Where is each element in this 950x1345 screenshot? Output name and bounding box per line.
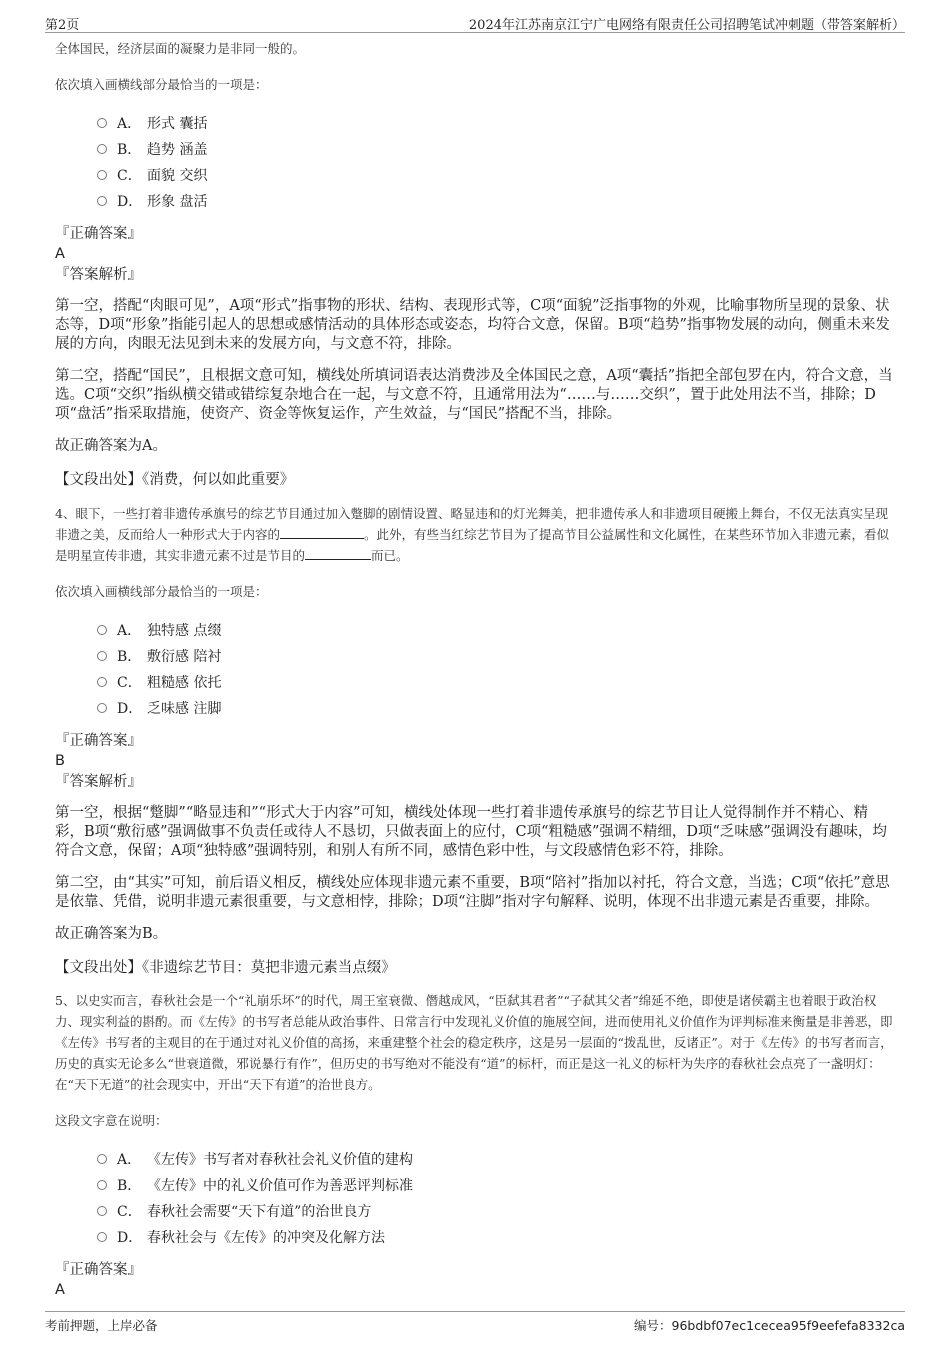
q3-options	[55, 111, 895, 215]
q4-answer: B	[55, 753, 65, 769]
radio-icon[interactable]	[97, 1180, 107, 1190]
q4-source: 【文段出处】《非遗综艺节目：莫把非遗元素当点缀》	[55, 960, 396, 976]
page-footer	[45, 1311, 905, 1342]
radio-icon[interactable]	[97, 1154, 107, 1164]
radio-icon[interactable]	[97, 625, 107, 635]
document-id: 编号：96bdbf07ec1cecea95f9eefefa8332ca	[634, 1318, 905, 1333]
q4-analysis-3: 故正确答案为B。	[55, 926, 168, 942]
q5-answer-label: 『正确答案』	[55, 1262, 142, 1278]
page-header	[45, 10, 905, 33]
q3-analysis-3: 故正确答案为A。	[55, 438, 167, 454]
q3-option-a[interactable]: A． 形式 囊括	[97, 111, 895, 137]
q4-analysis-1: 第一空，根据“蹩脚”“略显违和”“形式大于内容”可知，横线处体现一些打着非遗传承旗号的综艺节目让人觉得制作并不精心、精彩，B项“敷衍感”强调做事不负责任或待人不恳切，只做表面上的应付，C项“粗糙感”强调不精细，D项“乏味感”强调没有趣味，均符合文意，保留；A项“独特感”强调特别，和别人有所不同，感情色彩中性，与文段感情色彩不符，排除。	[55, 805, 887, 859]
footer-slogan: 考前押题，上岸必备	[45, 1318, 158, 1333]
q3-option-d[interactable]: D． 形象 盘活	[97, 189, 895, 215]
q3-option-b[interactable]: B． 趋势 涵盖	[97, 137, 895, 163]
q3-analysis-1: 第一空，搭配“肉眼可见”，A项“形式”指事物的形状、结构、表现形式等，C项“面貌”泛指事物的外观，比喻事物所呈现的景象、状态等，D项“形象”指能引起人的思想或感情活动的具体形态或姿态，均符合文意，保留。B项“趋势”指事物发展的动向，侧重未来发展的方向，肉眼无法见到未来的发展方向，与文意不符，排除。	[55, 298, 890, 352]
q3-stem-tail: 全体国民，经济层面的凝聚力是非同一般的。	[55, 41, 306, 56]
q3-answer: A	[55, 246, 65, 262]
radio-icon[interactable]	[97, 1206, 107, 1216]
q3-prompt: 依次填入画横线部分最恰当的一项是：	[55, 77, 268, 92]
q4-option-c[interactable]: C． 粗糙感 依托	[97, 670, 895, 696]
q4-option-a[interactable]: A． 独特感 点缀	[97, 618, 895, 644]
q4-answer-label: 『正确答案』	[55, 733, 142, 749]
q3-analysis-label: 『答案解析』	[55, 267, 142, 283]
radio-icon[interactable]	[97, 144, 107, 154]
document-title: 2024年江苏南京江宁广电网络有限责任公司招聘笔试冲刺题（带答案解析）	[468, 18, 905, 33]
q4-prompt: 依次填入画横线部分最恰当的一项是：	[55, 584, 268, 599]
q4-options	[55, 618, 895, 722]
q3-answer-label: 『正确答案』	[55, 226, 142, 242]
radio-icon[interactable]	[97, 703, 107, 713]
q4-blank-2	[305, 547, 371, 560]
q4-analysis-2: 第二空，由“其实”可知，前后语义相反，横线处应体现非遗元素不重要，B项“陪衬”指加以衬托，符合文意，当选；C项“依托”意思是依靠、凭借，说明非遗元素很重要，与文意相悖，排除；D项“注脚”指对字句解释、说明，体现不出非遗元素是否重要，排除。	[55, 875, 890, 910]
radio-icon[interactable]	[97, 1232, 107, 1242]
page-number: 第2页	[45, 18, 80, 33]
q4-option-d[interactable]: D． 乏味感 注脚	[97, 696, 895, 722]
q3-source: 【文段出处】《消费，何以如此重要》	[55, 472, 295, 488]
q4-option-b[interactable]: B． 敷衍感 陪衬	[97, 644, 895, 670]
radio-icon[interactable]	[97, 170, 107, 180]
q5-answer: A	[55, 1282, 65, 1298]
q3-option-c[interactable]: C． 面貌 交织	[97, 163, 895, 189]
q4-blank-1	[280, 526, 364, 539]
q5-options	[55, 1147, 895, 1251]
q5-stem: 5、以史实而言，春秋社会是一个“礼崩乐坏”的时代，周王室衰微、僭越成风，“臣弑其君者”“子弑其父者”绵延不绝，即使是诸侯霸主也着眼于政治权力、现实利益的斟酌。而《左传》的书写者总能从政治事件、日常言行中发现礼义价值的施展空间，进而使用礼义价值作为评判标准来衡量是非善恶，即《左传》书写者的主观目的在于通过对礼义价值的高扬，来重建整个社会的稳定秩序，这是另一层面的“拨乱世，反诸正”。对于《左传》的书写者而言，历史的真实无论多么“世衰道微，邪说暴行有作”，但历史的书写绝对不能没有“道”的标杆，而正是这一礼义的标杆为失序的春秋社会点亮了一盏明灯：在“天下无道”的社会现实中，开出“天下有道”的治世良方。	[55, 993, 893, 1092]
q4-stem: 4、眼下，一些打着非遗传承旗号的综艺节目通过加入蹩脚的剧情设置、略显违和的灯光舞美，把非遗传承人和非遗项目硬搬上舞台，不仅无法真实呈现非遗之美，反而给人一种形式大于内容的 。此外，有些当红综艺节目为了提高节目公益属性和文化属性，在某些环节加入非遗元素，看似是明星宣传非遗，其实非遗元素不过是节目的 而已。	[55, 506, 890, 563]
q5-option-b[interactable]: B． 《左传》中的礼义价值可作为善恶评判标准	[97, 1173, 895, 1199]
q5-option-d[interactable]: D． 春秋社会与《左传》的冲突及化解方法	[97, 1225, 895, 1251]
radio-icon[interactable]	[97, 677, 107, 687]
radio-icon[interactable]	[97, 196, 107, 206]
q5-option-a[interactable]: A． 《左传》书写者对春秋社会礼义价值的建构	[97, 1147, 895, 1173]
q4-analysis-label: 『答案解析』	[55, 774, 142, 790]
q3-analysis-2: 第二空，搭配“国民”，且根据文意可知，横线处所填词语表达消费涉及全体国民之意，A项“囊括”指把全部包罗在内，符合文意，当选。C项“交织”指纵横交错或错综复杂地合在一起，与文意不符，且通常用法为“……与……交织”，置于此处用法不当，排除；D项“盘活”指采取措施，使资产、资金等恢复运作，产生效益，与“国民”搭配不当，排除。	[55, 368, 893, 422]
q5-prompt: 这段文字意在说明：	[55, 1113, 168, 1128]
document-body	[55, 38, 895, 1300]
radio-icon[interactable]	[97, 118, 107, 128]
q5-option-c[interactable]: C． 春秋社会需要“天下有道”的治世良方	[97, 1199, 895, 1225]
radio-icon[interactable]	[97, 651, 107, 661]
